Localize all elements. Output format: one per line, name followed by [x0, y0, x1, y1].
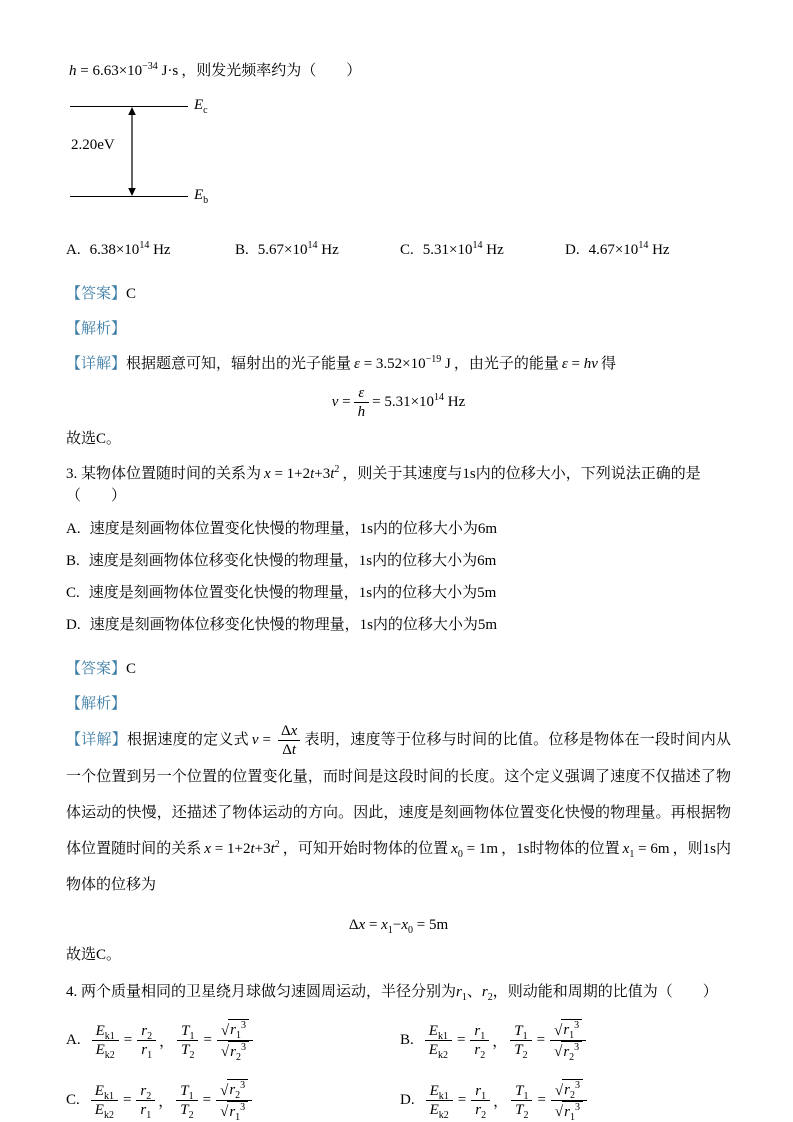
option-label: B.	[66, 553, 80, 569]
equals-sign: =	[457, 1091, 467, 1108]
square-root: √ $r_2^3$	[555, 1079, 583, 1099]
q3-analysis-line	[66, 694, 731, 714]
q2-option-d	[565, 240, 731, 260]
upper-level-label: $E_c$	[194, 97, 208, 116]
radius-ratio: $\frac{r_1}{r_2}$	[471, 1082, 490, 1119]
q2-option-c	[400, 240, 565, 260]
q3-option-a	[66, 519, 731, 539]
answer-value: C	[126, 661, 137, 677]
radical-sign: √	[220, 1082, 229, 1099]
option-text: 速度是刻画物体位移变化快慢的物理量，1s内的位移大小为6m	[88, 553, 497, 569]
option-label: D.	[66, 617, 81, 633]
question-number: 3.	[66, 466, 78, 482]
q2-conclusion: 故选C。	[66, 431, 122, 447]
option-text: 速度是刻画物体位置变化快慢的物理量，1s内的位移大小为6m	[89, 521, 498, 537]
option-label: C.	[400, 242, 414, 258]
q3-option-d	[66, 615, 731, 635]
detail-text: 表明，速度等于位移与时间的比值。位移是物体在一段时间内从一个位置到另一个位置的位置变化量，而时间是这段时间的长度。这个定义强调了速度不仅描述了物体运动的快慢，还描述了物体运动的方向。因此，速度是刻画物体位置变化快慢的物理量。再根据物体位置随时间的关系	[66, 732, 731, 858]
q2-frequency-formula	[66, 384, 731, 421]
q2-options	[66, 240, 731, 260]
option-value: $4.67\times 10^{14}$ Hz	[588, 240, 670, 258]
kinetic-energy-ratio: $\frac{E_{k1}}{E_{k2}}$	[91, 1082, 118, 1119]
q3-position-formula: $x = 1+2t+3t^2$	[264, 464, 340, 482]
equals-sign: =	[123, 1031, 133, 1048]
radius-ratio: $\frac{r_2}{r_1}$	[136, 1082, 155, 1119]
detail-text: ，可知开始时物体的位置	[282, 841, 449, 858]
period-ratio-result	[551, 1079, 587, 1121]
period-ratio: $\frac{T_1}{T_2}$	[510, 1022, 531, 1059]
detail-text: 根据速度的定义式	[126, 732, 249, 748]
fraction-denominator: h	[354, 402, 370, 421]
option-label: B.	[235, 242, 249, 258]
period-ratio: $\frac{T_1}{T_2}$	[511, 1082, 532, 1119]
q2-stem	[66, 60, 731, 82]
q3-option-c	[66, 583, 731, 603]
q3-stem-text: 某物体位置随时间的关系为	[81, 466, 262, 482]
radical-sign: √	[554, 1082, 564, 1099]
option-text: 速度是刻画物体位置变化快慢的物理量，1s内的位移大小为5m	[88, 585, 497, 601]
fraction-denominator: Δt	[278, 740, 300, 759]
formula-lhs: ν =	[331, 393, 351, 410]
q4-option-b	[400, 1019, 731, 1061]
analysis-label: 【解析】	[66, 696, 127, 712]
square-root: √ $r_1^3$	[220, 1101, 248, 1121]
detail-text: ，1s时物体的位置	[501, 841, 620, 858]
square-root: √ $r_1^3$	[221, 1019, 249, 1039]
detail-text: ，由光子的能量	[453, 356, 559, 372]
q3-stem-text: ，则关于其速度与1s内的位移大小，下列说法正确的是（ ）	[66, 466, 701, 504]
radical-sign: √	[220, 1104, 229, 1121]
detail-text: 根据题意可知，辐射出的光子能量	[126, 356, 352, 372]
period-ratio-result	[216, 1079, 252, 1121]
q3-answer-line	[66, 659, 731, 679]
kinetic-energy-ratio: $\frac{E_{k1}}{E_{k2}}$	[92, 1022, 119, 1059]
radical-sign: √	[554, 1044, 563, 1061]
radical-sign: √	[554, 1104, 564, 1121]
equals-sign: =	[202, 1091, 212, 1108]
analysis-label: 【解析】	[66, 321, 127, 337]
velocity-definition-lhs: v =	[251, 732, 271, 748]
period-ratio-result	[550, 1019, 586, 1061]
q3-option-b	[66, 551, 731, 571]
kinetic-energy-ratio: $\frac{E_{k1}}{E_{k2}}$	[426, 1082, 453, 1119]
equals-sign: =	[537, 1091, 546, 1108]
radical-sign: √	[220, 1044, 230, 1061]
square-root: √ $r_2^3$	[554, 1041, 582, 1061]
energy-level-diagram	[68, 96, 348, 214]
option-value: $5.31\times 10^{14}$ Hz	[422, 240, 504, 258]
option-value: $6.38\times 10^{14}$ Hz	[89, 240, 171, 258]
fraction-numerator: ε	[358, 385, 365, 401]
equals-sign: =	[456, 1031, 466, 1048]
lower-level-label: $E_b$	[194, 187, 209, 206]
q4-stem-text: 两个质量相同的卫星绕月球做匀速圆周运动，半径分别为	[81, 984, 457, 1001]
equals-sign: =	[536, 1031, 546, 1048]
option-label: D.	[565, 242, 580, 258]
detail-label: 【详解】	[66, 356, 127, 372]
option-label: A.	[66, 242, 81, 258]
comma: ，	[493, 1093, 509, 1110]
comma: ，	[159, 1033, 175, 1050]
square-root: √ $r_1^3$	[554, 1019, 582, 1039]
option-label: C.	[66, 1091, 80, 1108]
photon-energy-relation: ε = hν	[561, 356, 598, 372]
square-root: √ $r_1^3$	[555, 1101, 583, 1121]
option-text: 速度是刻画物体位移变化快慢的物理量，1s内的位移大小为5m	[89, 617, 498, 633]
q2-stem-formula: $h = 6.63\times 10^{-34}$ J·s	[69, 61, 179, 79]
epsilon-over-h-fraction	[354, 384, 370, 421]
square-root: √ $r_2^3$	[220, 1079, 248, 1099]
answer-value: C	[126, 286, 137, 302]
detail-label: 【详解】	[66, 732, 127, 748]
formula-rhs: = $5.31\times 10^{14}$ Hz	[372, 391, 466, 410]
energy-gap-value: 2.20eV	[71, 137, 115, 153]
initial-position-value: $x_0 = 1m$	[451, 841, 499, 861]
q3-detail-paragraph	[66, 722, 731, 903]
q4-options	[66, 1019, 731, 1121]
delta-x-over-delta-t-fraction	[277, 722, 301, 759]
comma: ，	[492, 1033, 508, 1050]
radius-ratio: $\frac{r_2}{r_1}$	[137, 1022, 156, 1059]
option-label: A.	[66, 521, 81, 537]
square-root: √ $r_2^3$	[221, 1041, 249, 1061]
q4-option-d	[400, 1079, 731, 1121]
q4-option-a	[66, 1019, 400, 1061]
q4-stem	[66, 981, 731, 1003]
q4-option-c	[66, 1079, 400, 1121]
detail-text: 得	[600, 356, 616, 372]
q2-option-a	[66, 240, 235, 260]
option-value: $5.67\times 10^{14}$ Hz	[257, 240, 339, 258]
q3-stem	[66, 463, 731, 507]
period-ratio: $\frac{T_1}{T_2}$	[176, 1082, 197, 1119]
kinetic-energy-ratio: $\frac{E_{k1}}{E_{k2}}$	[425, 1022, 452, 1059]
q2-option-b	[235, 240, 400, 260]
option-label: D.	[400, 1091, 415, 1108]
equals-sign: =	[203, 1031, 212, 1048]
comma: ，	[158, 1093, 174, 1110]
q4-stem-text: ，则动能和周期的比值为（ ）	[492, 984, 718, 1001]
q2-answer-line	[66, 284, 731, 304]
q2-analysis-line	[66, 319, 731, 339]
radius-1-symbol: $r_1$	[456, 984, 467, 1004]
equals-sign: =	[122, 1091, 132, 1108]
option-label: A.	[66, 1031, 81, 1048]
q2-stem-text: ，则发光频率约为（ ）	[181, 63, 362, 79]
option-label: B.	[400, 1031, 414, 1048]
radical-sign: √	[554, 1022, 563, 1039]
period-ratio: $\frac{T_1}{T_2}$	[177, 1022, 198, 1059]
radius-ratio: $\frac{r_1}{r_2}$	[470, 1022, 489, 1059]
q2-detail-line	[66, 354, 731, 374]
answer-label: 【答案】	[66, 661, 127, 677]
photon-energy-formula: $\varepsilon = 3.52\times 10^{-19}$ J	[354, 354, 451, 372]
radical-sign: √	[220, 1022, 230, 1039]
answer-label: 【答案】	[66, 286, 127, 302]
question-number: 4.	[66, 984, 78, 1001]
q3-displacement-formula: $\Delta x = x_1-x_0 = 5m$	[348, 917, 449, 937]
final-position-value: $x_1 = 6m$	[622, 841, 670, 861]
separator: 、	[466, 984, 482, 1001]
energy-gap-arrow-icon	[126, 107, 138, 196]
q3-conclusion: 故选C。	[66, 947, 122, 964]
position-relation-formula: $x = 1+2t+3t^2$	[204, 839, 280, 858]
option-label: C.	[66, 585, 80, 601]
lower-energy-level-line	[70, 196, 188, 197]
detail-text: ，则1s内物体的位移为	[66, 841, 731, 894]
radius-2-symbol: $r_2$	[481, 984, 493, 1004]
fraction-numerator: Δx	[280, 723, 298, 740]
period-ratio-result	[217, 1019, 253, 1061]
